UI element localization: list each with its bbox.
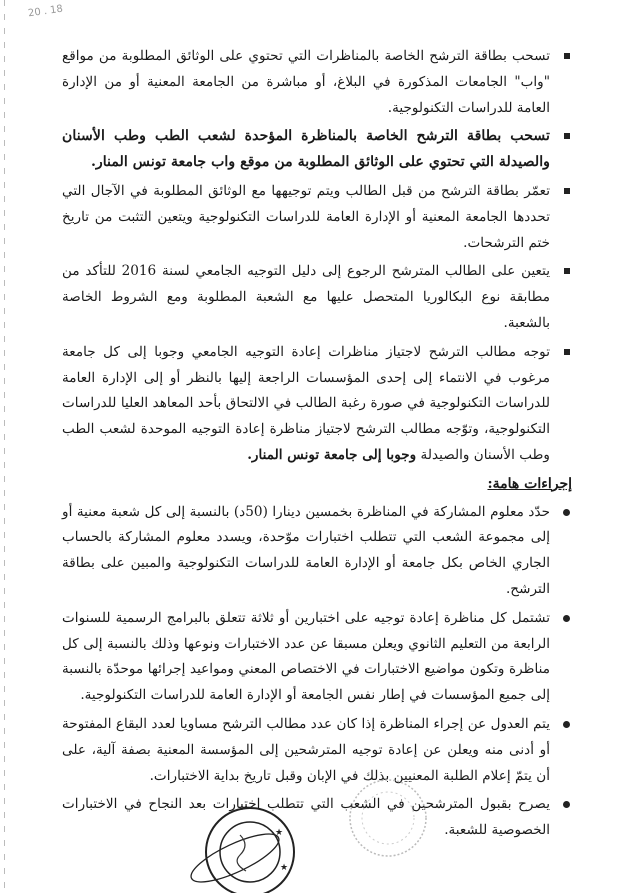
document-body (62, 44, 572, 847)
round-bullet-icon (563, 801, 570, 808)
faint-seal-icon (348, 772, 428, 864)
square-bullet-icon (564, 349, 570, 355)
list-item (62, 340, 572, 469)
list-item (62, 500, 572, 603)
item-bold-text: وجوبا إلى جامعة تونس المنار. (247, 446, 417, 463)
list-item (62, 124, 572, 176)
square-bullet-icon (564, 188, 570, 194)
svg-text:★: ★ (280, 863, 289, 873)
scan-edge (4, 0, 5, 893)
item-text: تسحب بطاقة الترشح الخاصة بالمناظرة المؤحدة لشعب الطب وطب الأسنان والصيدلة التي تحتوي على الوثائق المطلوبة من موقع واب جامعة تونس المنار. (62, 128, 550, 171)
square-bullet-icon (564, 53, 570, 59)
list-item (62, 712, 572, 789)
item-text: يتم العدول عن إجراء المناظرة إذا كان عدد مطالب الترشح مساويا لعدد البقاع المفتوحة أو أدنى منه ويعلن عن إعادة توجيه المترشحين إلى المؤسسة المعنية بصفة آلية، على أن يتمّ إعلام الطلبة المعنيين بذلك في الإبان وقبل تاريخ بداية الاختبارات. (62, 715, 550, 784)
list-item (62, 259, 572, 336)
square-bullet-icon (564, 133, 570, 139)
item-text: تسحب بطاقة الترشح الخاصة بالمناظرات التي تحتوي على الوثائق المطلوبة من مواقع "واب" الجامعات المذكورة في البلاغ، أو مباشرة من الجامعة المعنية أو من الإدارة العامة للدراسات التكنولوجية. (62, 48, 550, 116)
round-bullet-icon (563, 721, 570, 728)
list-item (62, 44, 572, 121)
official-seal-icon (185, 800, 295, 893)
item-text: يصرح بقبول المترشحين في الشعب التي تتطلب اختبارات بعد النجاح في الاختبارات الخصوصية للشعبة. (62, 796, 550, 839)
item-text: توجه مطالب الترشح لاجتياز مناظرات إعادة التوجيه الجامعي وجوبا إلى كل جامعة مرغوب في الانتماء إلى إحدى المؤسسات الراجعة إليها بالنظر أو إلى الإدارة العامة للدراسات التكنولوجية في صورة رغبة الطالب في الالتحاق بأحد المعاهد العليا للدراسات التكنولوجية، وتوّجه مطالب الترشح لاجتياز مناظرة إعادة التوجيه الموحدة لشعب الطب وطب الأسنان والصيدلة (62, 343, 550, 463)
square-bullet-icon (564, 268, 570, 274)
item-text: حدّد معلوم المشاركة في المناظرة بخمسين دينارا (50د) بالنسبة إلى كل شعبة معنية أو إلى مجموعة الشعب التي تتطلب اختبارات موّحدة، ويسدد معلوم المشاركة بالحساب الجاري الخاص بكل جامعة أو الإدارة العامة للدراسات التكنولوجية والمبين على بطاقة الترشح. (62, 503, 551, 597)
svg-text:★: ★ (275, 828, 284, 838)
list-item (62, 792, 572, 844)
list-item (62, 179, 572, 256)
item-text: تشتمل كل مناظرة إعادة توجيه على اختبارين أو ثلاثة تتعلق بالبرامج الرسمية للسنوات الرابعة من التعليم الثانوي ويعلن مسبقا عن عدد الاختبارات ونوعها وذلك بالنسبة إلى كل مناظرة وتكون مواضيع الاختبارات في الاختصاص المعني ومواعيد إجرائها موحدّة بالنسبة إلى جميع المؤسسات في إطار نفس الجامعة أو الإدارة العامة للدراسات التكنولوجية. (62, 609, 550, 704)
list-item (62, 606, 572, 709)
item-text: تعمّر بطاقة الترشح من قبل الطالب ويتم توجيهها مع الوثائق المطلوبة في الآجال التي تحددها الجامعة المعنية أو الإدارة العامة للدراسات التكنولوجية ويتعين التثبت من تاريخ ختم الترشحات. (62, 182, 550, 251)
handwritten-note: 20 . 18 (27, 3, 64, 20)
round-bullet-icon (563, 615, 570, 622)
item-text: يتعين على الطالب المترشح الرجوع إلى دليل التوجيه الجامعي لسنة 2016 للتأكد من مطابقة نوع البكالوريا المتحصل عليها مع الشعبة المطلوبة ومع الشروط الخاصة بالشعبة. (62, 263, 551, 331)
round-bullet-icon (563, 509, 570, 516)
section-heading: إجراءات هامة: (487, 475, 572, 492)
